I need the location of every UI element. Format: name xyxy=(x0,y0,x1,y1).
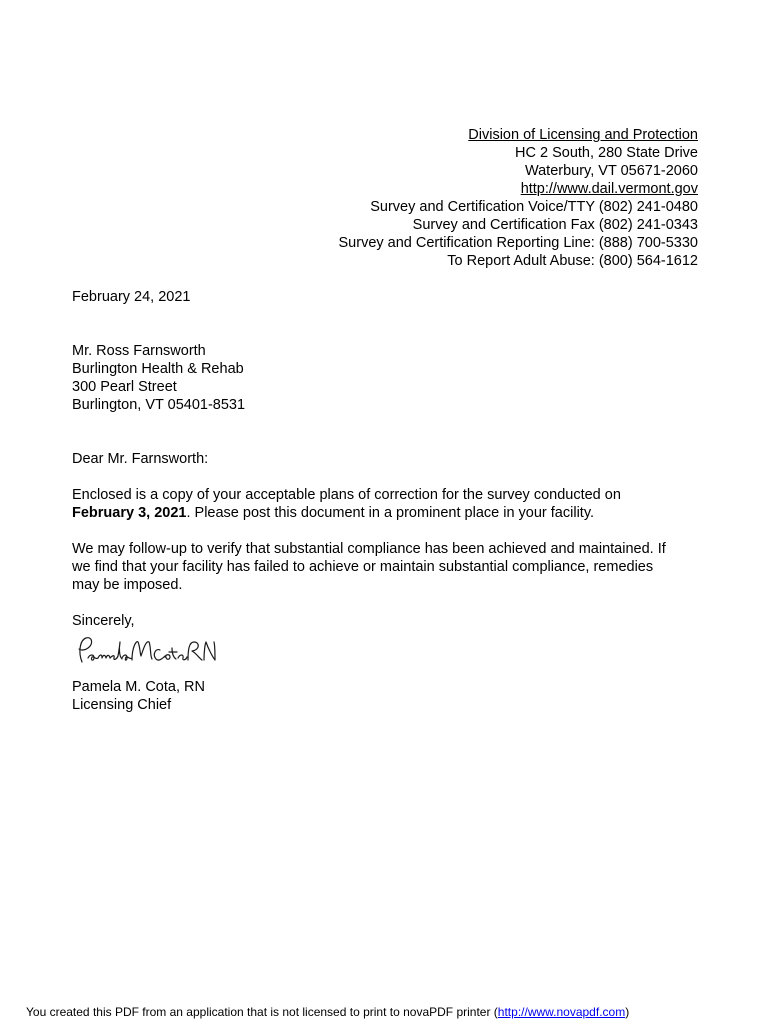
footer-text: You created this PDF from an application that is not licensed to print to novaPDF printer ( xyxy=(26,1005,498,1019)
body-paragraph-1 xyxy=(72,486,702,522)
recipient-city: Burlington, VT 05401-8531 xyxy=(72,397,246,413)
paragraph-2-line1: We may follow-up to verify that substantial compliance has been achieved and maintained. If xyxy=(72,541,666,557)
footer-text-end: ) xyxy=(625,1005,630,1019)
paragraph-1-line1: Enclosed is a copy of your acceptable plans of correction for the survey conducted on xyxy=(72,487,621,503)
adult-abuse-phone: To Report Adult Abuse: (800) 564-1612 xyxy=(447,253,698,269)
handwritten-signature xyxy=(70,632,220,672)
letterhead-address-line1: HC 2 South, 280 State Drive xyxy=(515,145,698,161)
paragraph-2-line3: may be imposed. xyxy=(72,577,183,593)
paragraph-1-tail: . Please post this document in a prominent place in your facility. xyxy=(186,505,595,521)
body-paragraph-2 xyxy=(72,540,702,594)
letterhead-address-line2: Waterbury, VT 05671-2060 xyxy=(524,163,698,179)
recipient-facility: Burlington Health & Rehab xyxy=(72,361,244,377)
salutation: Dear Mr. Farnsworth: xyxy=(72,451,209,467)
recipient-address xyxy=(72,342,702,414)
closing: Sincerely, xyxy=(72,613,135,629)
recipient-name: Mr. Ross Farnsworth xyxy=(72,343,206,359)
paragraph-2-line2: we find that your facility has failed to achieve or maintain substantial compliance, remedies xyxy=(72,559,654,575)
website-link[interactable]: http://www.dail.vermont.gov xyxy=(520,181,698,197)
survey-date: February 3, 2021 xyxy=(72,505,187,521)
signer-title: Licensing Chief xyxy=(72,697,172,713)
fax-number: Survey and Certification Fax (802) 241-0343 xyxy=(412,217,698,233)
recipient-street: 300 Pearl Street xyxy=(72,379,177,395)
letterhead xyxy=(339,126,699,270)
signer-block xyxy=(72,678,702,714)
signer-name: Pamela M. Cota, RN xyxy=(72,679,205,695)
voice-tty-phone: Survey and Certification Voice/TTY (802) 241-0480 xyxy=(370,199,698,215)
division-name: Division of Licensing and Protection xyxy=(468,127,698,143)
novapdf-footer-notice xyxy=(26,1005,629,1019)
novapdf-link[interactable]: http://www.novapdf.com xyxy=(497,1005,626,1019)
letter-date: February 24, 2021 xyxy=(72,289,191,305)
paragraph-1-line2 xyxy=(72,504,702,522)
reporting-line-phone: Survey and Certification Reporting Line: (888) 700-5330 xyxy=(338,235,698,251)
